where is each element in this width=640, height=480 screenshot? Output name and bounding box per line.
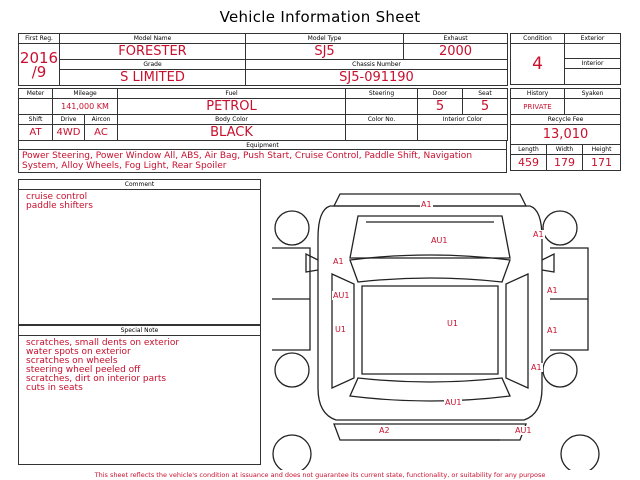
special-note-label: Special Note — [19, 326, 260, 336]
recycle-fee-value: 13,010 — [511, 125, 621, 145]
damage-mark: A1 — [547, 286, 558, 295]
height-value: 171 — [583, 155, 621, 171]
comment-label: Comment — [19, 180, 260, 190]
special-note-line: scratches, small dents on exterior — [26, 338, 180, 348]
wheel-rear-right-icon — [543, 353, 577, 387]
model-name-value: FORESTER — [60, 44, 246, 60]
steering-label: Steering — [346, 89, 418, 99]
exterior-value — [565, 44, 621, 59]
door-label: Door — [418, 89, 463, 99]
color-no-label: Color No. — [346, 115, 418, 125]
door-value: 5 — [418, 99, 463, 115]
history-table — [510, 88, 621, 171]
grade-label: Grade — [60, 60, 246, 70]
length-value: 459 — [511, 155, 547, 171]
history-value: PRIVATE — [511, 99, 565, 115]
condition-label: Condition — [511, 34, 565, 44]
fuel-label: Fuel — [118, 89, 346, 99]
equipment-text: Power Steering, Power Window All, ABS, Air Bag, Push Start, Cruise Control, Paddle Shift, Navigation System, Alloy Wheels, Fog Light, Rear Spoiler — [22, 151, 473, 171]
wheel-front-left-icon — [275, 211, 309, 245]
syaken-label: Syaken — [565, 89, 621, 99]
damage-mark: A1 — [531, 363, 542, 372]
exterior-label: Exterior — [565, 34, 621, 44]
body-color-label: Body Color — [118, 115, 346, 125]
comment-line: paddle shifters — [26, 201, 93, 211]
special-note-section — [18, 325, 261, 465]
seat-label: Seat — [463, 89, 508, 99]
grade-value: S LIMITED — [60, 70, 246, 86]
first-reg-label: First Reg. — [19, 34, 60, 44]
damage-mark: U1 — [335, 325, 346, 334]
meter-value — [19, 99, 53, 115]
damage-mark: A2 — [379, 426, 390, 435]
height-label: Height — [583, 145, 621, 155]
syaken-value — [565, 99, 621, 115]
damage-mark: AU1 — [445, 398, 462, 407]
mileage-value: 141,000 KM — [53, 99, 118, 115]
interior-color-label: Interior Color — [418, 115, 508, 125]
vehicle-spec-table — [18, 88, 508, 141]
damage-mark: U1 — [447, 319, 458, 328]
equipment-section — [18, 140, 507, 173]
damage-mark: AU1 — [333, 291, 350, 300]
damage-mark: A1 — [421, 200, 432, 209]
model-type-value: SJ5 — [246, 44, 404, 60]
fuel-value: PETROL — [118, 99, 346, 115]
damage-mark: A1 — [547, 326, 558, 335]
model-type-label: Model Type — [246, 34, 404, 44]
recycle-fee-label: Recycle Fee — [511, 115, 621, 125]
condition-value: 4 — [511, 44, 565, 85]
interior-color-value — [418, 125, 508, 141]
mileage-label: Mileage — [53, 89, 118, 99]
equipment-label: Equipment — [19, 141, 506, 150]
exhaust-value: 2000 — [404, 44, 508, 60]
special-note-line: scratches on wheels — [26, 356, 118, 366]
special-note-line: water spots on exterior — [26, 347, 131, 357]
sheet-title: Vehicle Information Sheet — [219, 8, 421, 26]
first-reg-year: 2016 — [19, 48, 59, 67]
exhaust-label: Exhaust — [404, 34, 508, 44]
color-no-value — [346, 125, 418, 141]
special-note-line: cuts in seats — [26, 383, 83, 393]
length-label: Length — [511, 145, 547, 155]
model-name-label: Model Name — [60, 34, 246, 44]
special-note-line: steering wheel peeled off — [26, 365, 141, 375]
first-reg-month: /9 — [31, 62, 47, 81]
comment-section — [18, 179, 261, 325]
disclaimer-footer: This sheet reflects the vehicle's condition at issuance and does not guarantee its current state, functionality, or suitability for any purpose — [94, 471, 546, 479]
vehicle-info-table — [18, 33, 508, 86]
damage-mark: A1 — [333, 257, 344, 266]
shift-label: Shift — [19, 115, 53, 125]
chassis-value: SJ5-091190 — [246, 70, 508, 86]
interior-label: Interior — [565, 59, 621, 69]
shift-value: AT — [19, 125, 53, 141]
special-note-list — [19, 336, 260, 396]
wheel-front-right-icon — [543, 211, 577, 245]
special-note-line: scratches, dirt on interior parts — [26, 374, 167, 384]
interior-value — [565, 69, 621, 85]
damage-mark: AU1 — [431, 236, 448, 245]
condition-table — [510, 33, 621, 85]
comment-list — [19, 190, 260, 214]
meter-label: Meter — [19, 89, 53, 99]
spare-wheel-left-icon — [273, 435, 311, 470]
width-label: Width — [547, 145, 583, 155]
chassis-label: Chassis Number — [246, 60, 508, 70]
comment-line: cruise control — [26, 192, 88, 202]
seat-value: 5 — [463, 99, 508, 115]
body-color-value: BLACK — [118, 125, 346, 141]
wheel-rear-left-icon — [275, 353, 309, 387]
drive-label: Drive — [53, 115, 85, 125]
damage-mark: AU1 — [515, 426, 532, 435]
width-value: 179 — [547, 155, 583, 171]
aircon-label: Aircon — [85, 115, 118, 125]
drive-value: 4WD — [53, 125, 85, 141]
damage-mark: A1 — [533, 230, 544, 239]
car-damage-diagram — [270, 178, 640, 470]
first-reg-value — [19, 44, 60, 86]
spare-wheel-right-icon — [561, 435, 599, 470]
steering-value — [346, 99, 418, 115]
history-label: History — [511, 89, 565, 99]
aircon-value: AC — [85, 125, 118, 141]
